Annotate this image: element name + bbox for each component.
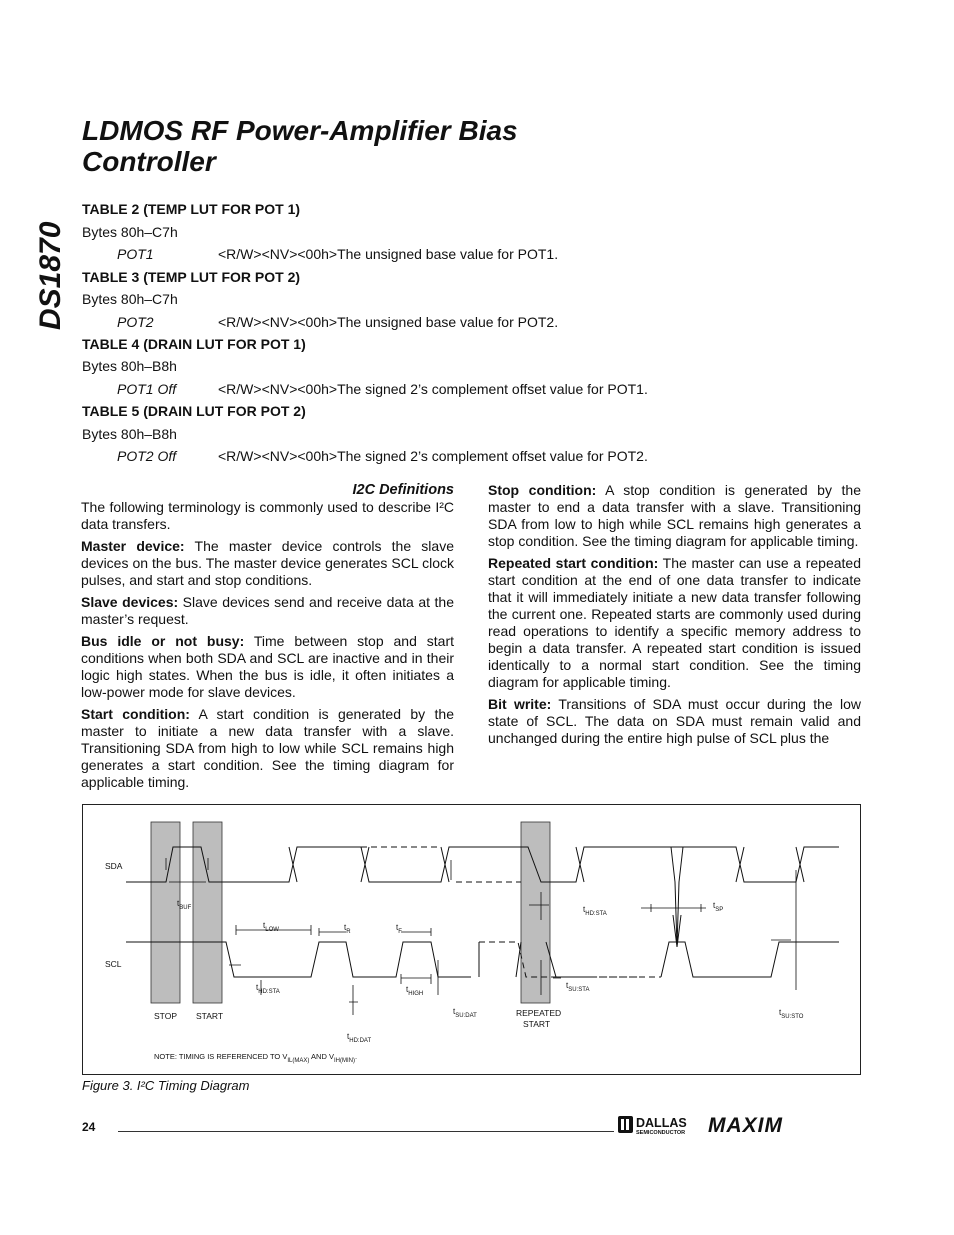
scl-label: SCL: [105, 959, 122, 969]
register-description: <R/W><NV><00h>The signed 2’s complement offset value for POT1.: [218, 381, 648, 397]
term: Repeated start condition:: [488, 555, 659, 571]
section-heading: I2C Definitions: [352, 482, 454, 498]
table-bytes: Bytes 80h–B8h: [82, 426, 177, 442]
side-part-number: [30, 200, 70, 340]
footer-logos: [616, 1112, 861, 1143]
definition-repeated-start: [488, 555, 861, 691]
definition: Transitions of SDA must occur during the low state of SCL. The data on SDA must remain valid and unchanged during the entire high pulse of SCL plus the: [488, 696, 861, 746]
register-description: <R/W><NV><00h>The unsigned base value for POT1.: [218, 246, 559, 262]
stop-label: STOP: [154, 1011, 177, 1021]
definition-slave: [81, 594, 454, 628]
definition-master: [81, 538, 454, 589]
left-column: [81, 482, 454, 796]
register-description: <R/W><NV><00h>The signed 2’s complement offset value for POT2.: [218, 448, 648, 464]
figure-caption: Figure 3. I²C Timing Diagram: [82, 1078, 250, 1093]
right-column: [488, 482, 861, 752]
definition: A start condition is generated by the master to initiate a new data transfer with a slave. Transitioning SDA from high to low while SCL remains high generates a start condition. See the timing diagram for applicable timing.: [81, 706, 455, 790]
term: Stop condition:: [488, 482, 597, 498]
sda-label: SDA: [105, 861, 123, 871]
term: Slave devices:: [81, 594, 179, 610]
t-high-label: $t_{HIGH}$: [406, 985, 424, 997]
definition-bus-idle: [81, 633, 454, 701]
register-name: POT1 Off: [117, 381, 177, 397]
table-bytes: Bytes 80h–C7h: [82, 224, 178, 240]
page-title: [82, 115, 702, 177]
t-su-sto-label: $t_{SU:STO}$: [779, 1008, 804, 1020]
scl-waveform: [126, 942, 839, 977]
dallas-logo-icon: [618, 1116, 633, 1133]
t-f-label: $t_F$: [396, 923, 402, 935]
page-number: 24: [82, 1120, 96, 1134]
t-hd-sta-2-label: $t_{HD:STA}$: [583, 905, 607, 917]
register-name: POT1: [117, 246, 154, 262]
term: Master device:: [81, 538, 185, 554]
table-heading: TABLE 3 (TEMP LUT FOR POT 2): [82, 269, 301, 285]
start-label: START: [196, 1011, 224, 1021]
register-description: <R/W><NV><00h>The unsigned base value for POT2.: [218, 314, 559, 330]
timing-note: NOTE: TIMING IS REFERENCED TO $V_{IL(MAX)}$ AND $V_{IH(MIN)}$.: [154, 1052, 358, 1064]
definition-start: [81, 706, 454, 791]
table-heading: TABLE 2 (TEMP LUT FOR POT 1): [82, 201, 301, 217]
table-bytes: Bytes 80h–B8h: [82, 358, 177, 374]
t-low-label: $t_{LOW}$: [263, 921, 279, 933]
definition: The master can use a repeated start condition at the end of one data transfer to indicate that it will immediately initiate a new data transfer following the current one. Repeated starts are commonly used during read operations to identify a specific memory address to begin a data transfer. A repeated start condition is issued identically to a normal start condition. See the timing diagram for applicable timing.: [488, 555, 861, 690]
definition: Time between stop and start conditions when both SDA and SCL are inactive and in their logic high states. When the bus is idle, it often initiates a low-power mode for slave devices.: [81, 633, 454, 700]
t-buf-label: $t_{BUF}$: [177, 899, 192, 911]
dallas-wordmark: DALLAS: [636, 1116, 687, 1130]
t-r-label: $t_R$: [344, 923, 351, 935]
intro-paragraph: The following terminology is commonly used to describe I²C data transfers.: [81, 499, 454, 532]
definition-bit-write: [488, 696, 861, 747]
repeated-start-label-1: REPEATED: [516, 1008, 562, 1018]
semiconductor-wordmark: SEMICONDUCTOR: [636, 1130, 686, 1136]
t-hd-dat-label: $t_{HD:DAT}$: [347, 1032, 372, 1044]
stop-region: [151, 822, 180, 1003]
definition: Slave devices send and receive data at the master’s request.: [81, 594, 454, 627]
term: Bus idle or not busy:: [81, 633, 245, 649]
term: Start condition:: [81, 706, 190, 722]
start-region: [193, 822, 222, 1003]
timing-diagram: [83, 805, 860, 1074]
t-sp-label: $t_{SP}$: [713, 901, 724, 913]
table-bytes: Bytes 80h–C7h: [82, 291, 178, 307]
title-line-2: Controller: [82, 146, 216, 177]
title-line-1: LDMOS RF Power-Amplifier Bias: [82, 115, 518, 146]
register-name: POT2 Off: [117, 448, 177, 464]
t-su-dat-label: $t_{SU:DAT}$: [453, 1007, 477, 1019]
maxim-wordmark: MAXIM: [708, 1114, 783, 1137]
definition: The master device controls the slave devices on the bus. The master device generates SCL clock pulses, and start and stop conditions.: [81, 538, 454, 588]
table-heading: TABLE 5 (DRAIN LUT FOR POT 2): [82, 403, 306, 419]
sda-waveform: [126, 847, 839, 947]
dallas-maxim-logo: [616, 1112, 861, 1138]
t-su-sta-label: $t_{SU:STA}$: [566, 981, 590, 993]
footer-rule: [118, 1131, 614, 1132]
side-part-number-text: DS1870: [34, 221, 67, 330]
definition: A stop condition is generated by the master to end a data transfer with a slave. Transitioning SDA from low to high while SCL remains high generates a stop condition. See the timing diagram for applicable timing.: [488, 482, 861, 549]
register-name: POT2: [117, 314, 154, 330]
timing-diagram-figure: [82, 804, 861, 1075]
t-hd-sta-label: $t_{HD:STA}$: [256, 983, 280, 995]
term: Bit write:: [488, 696, 552, 712]
table-heading: TABLE 4 (DRAIN LUT FOR POT 1): [82, 336, 306, 352]
repeated-start-label-2: START: [523, 1019, 551, 1029]
definition-stop: [488, 482, 861, 550]
